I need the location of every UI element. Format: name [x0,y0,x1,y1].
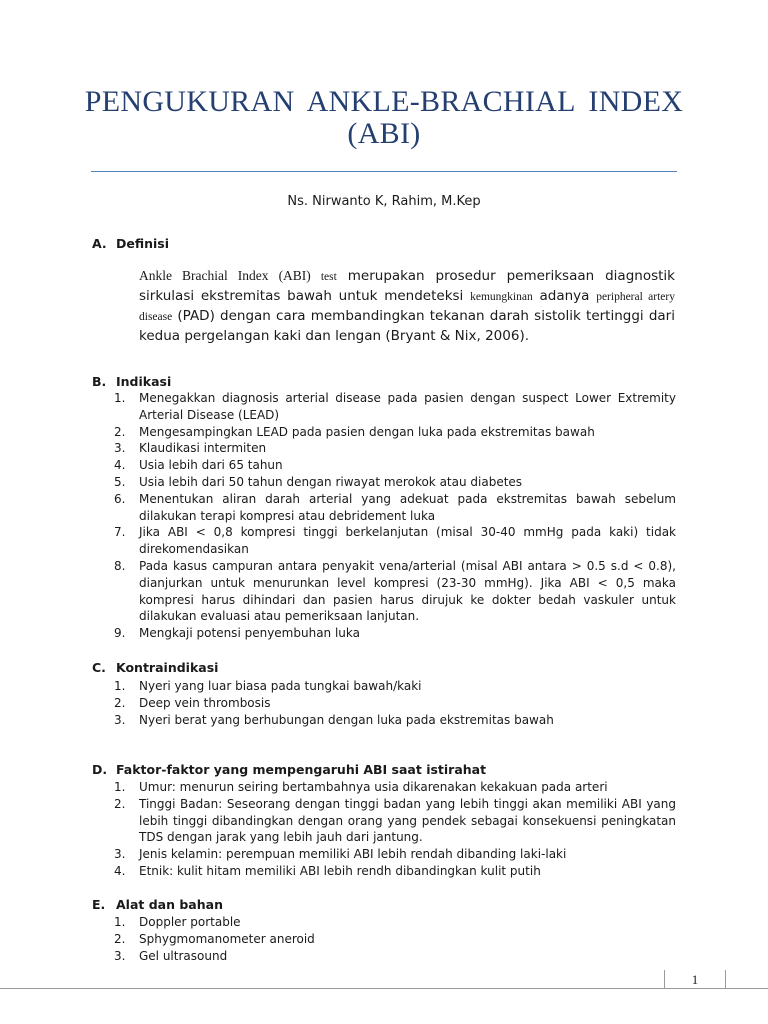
list-item: 2. Deep vein thrombosis [114,695,271,710]
list-item: 3. Nyeri berat yang berhubungan dengan luka pada ekstremitas bawah [114,712,554,727]
faktor-list [114,779,676,880]
list-item: 9. Mengkaji potensi penyembuhan luka [114,626,360,641]
list-item: 3. Jenis kelamin: perempuan memiliki ABI lebih rendah dibanding laki-laki [114,847,567,862]
definition-text-3: (PAD) dengan cara membandingkan tekanan darah sistolik tertinggi dari kedua pergelangan kaki dan lengan (Bryant & Nix, 2006). [139,308,675,344]
section-d-letter: D. [92,762,108,777]
list-item: 1. Menegakkan diagnosis arterial disease pada pasien dengan suspect Lower Extremity Arterial Disease (LEAD) [114,391,676,422]
section-e-heading [92,897,223,912]
alat-bahan-list [114,914,676,964]
author-line: Ns. Nirwanto K, Rahim, M.Kep [287,194,481,209]
kontraindikasi-list [114,678,676,728]
section-a-letter: A. [92,236,107,251]
list-item: 4. Usia lebih dari 65 tahun [114,458,283,473]
section-b-heading [92,374,171,389]
page-number: 1 [664,970,726,988]
definition-kemungkinan: kemungkinan [470,291,533,303]
section-e-letter: E. [92,897,106,912]
definition-text-2: adanya [532,288,597,304]
indikasi-list [114,390,676,642]
definition-pad-term: peripheral artery disease [139,291,675,323]
list-item: 4. Etnik: kulit hitam memiliki ABI lebih rendh dibandingkan kulit putih [114,863,541,878]
list-item: 8. Pada kasus campuran antara penyakit vena/arterial (misal ABI antara > 0.5 s.d < 0.8), dianjurkan untuk menurunkan level kompresi (23-30 mmHg). Jika ABI < 0,5 maka kompresi harus dihindari dan pasien harus dirujuk ke dokter bedah vaskuler untuk dilakukan evaluasi atau pemeriksaan lanjutan. [114,558,676,624]
page-title [60,86,708,150]
section-c-heading [92,660,218,675]
section-d-title: Faktor-faktor yang mempengaruhi ABI saat istirahat [116,762,487,777]
section-c-title: Kontraindikasi [116,660,219,675]
list-item: 2. Mengesampingkan LEAD pada pasien dengan luka pada ekstremitas bawah [114,424,595,439]
definition-term: Ankle Brachial Index [139,268,269,283]
definition-test-word: test [320,271,337,283]
list-item: 1. Nyeri yang luar biasa pada tungkai bawah/kaki [114,679,422,693]
section-b-title: Indikasi [116,374,172,389]
section-e-title: Alat dan bahan [116,897,223,912]
section-a-title: Definisi [116,236,170,251]
list-item: 1. Umur: menurun seiring bertambahnya usia dikarenakan kekakuan pada arteri [114,780,608,794]
title-divider [91,171,677,172]
list-item: 1. Doppler portable [114,915,241,929]
section-a-heading [92,236,169,251]
list-item: 5. Usia lebih dari 50 tahun dengan riwayat merokok atau diabetes [114,474,523,489]
definition-abbr: (ABI) [268,268,321,283]
list-item: 6. Menentukan aliran darah arterial yang adekuat pada ekstremitas bawah sebelum dilakukan terapi kompresi atau debridement luka [114,491,676,523]
list-item: 3. Gel ultrasound [114,948,228,963]
section-d-heading [92,762,486,777]
definition-paragraph [139,266,675,346]
title-line-1: PENGUKURAN ANKLE-BRACHIAL INDEX [84,85,684,118]
section-b-letter: B. [92,374,107,389]
list-item: 3. Klaudikasi intermiten [114,441,267,456]
footer-divider [0,988,768,989]
definition-text-1: merupakan prosedur pemeriksaan diagnostik sirkulasi ekstremitas bawah untuk mendeteksi [139,268,675,304]
section-c-letter: C. [92,660,106,675]
title-line-2: (ABI) [347,117,421,150]
list-item: 2. Sphygmomanometer aneroid [114,931,315,946]
list-item: 2. Tinggi Badan: Seseorang dengan tinggi badan yang lebih tinggi akan memiliki ABI yang lebih tinggi dibandingkan dengan orang yang pendek sebagai konsekuensi peningkatan TDS dengan jarak yang lebih jauh dari jantung. [114,796,676,845]
list-item: 7. Jika ABI < 0,8 kompresi tinggi berkelanjutan (misal 30-40 mmHg pada kaki) tidak direkomendasikan [114,525,676,557]
